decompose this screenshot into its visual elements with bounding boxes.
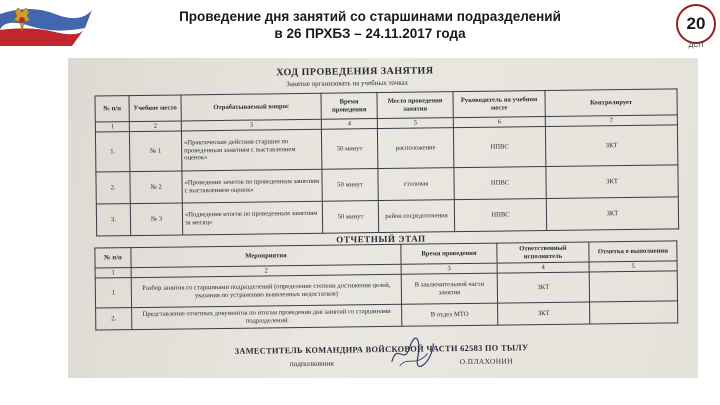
row-time: 50 минут xyxy=(321,129,377,170)
row-question: «Подведение итогов по проведенным занятиям за месяц» xyxy=(182,201,322,235)
slide-title-line1: Проведение дня занятий со старшинами подразделений xyxy=(179,9,561,24)
index-cell: 7 xyxy=(545,115,677,127)
row-control: ЗКТ xyxy=(546,197,678,231)
index-cell: 1 xyxy=(95,122,129,132)
table-row xyxy=(95,125,677,172)
signature-name: О.ПЛАХОНИН xyxy=(459,356,513,367)
header-cell: Время проведения xyxy=(321,93,377,120)
row-question: «Проведение зачетов по проведенным занятиям с выставлением оценок» xyxy=(182,169,322,203)
row-time: В отдел МТО xyxy=(402,303,498,326)
row-place: № 3 xyxy=(130,203,182,236)
index-cell: 5 xyxy=(589,261,677,272)
header-cell: Руководитель на учебном месте xyxy=(453,91,545,118)
header-cell: Контролирует xyxy=(545,89,677,117)
row-executor: ЗКТ xyxy=(497,272,589,303)
header-cell: Место проведения занятия xyxy=(377,92,453,119)
emblem-flag-logo xyxy=(0,0,92,46)
row-mark xyxy=(589,271,677,302)
row-mark xyxy=(590,301,678,324)
row-event: Представление отчетных документов по итогам проведения дня занятий со старшинами подразделений xyxy=(132,304,402,329)
index-cell: 4 xyxy=(497,262,589,273)
header-cell: Отрабатываемый вопрос xyxy=(181,93,321,121)
document-photo xyxy=(68,58,698,378)
row-location: столовая xyxy=(378,168,454,201)
signature-rank: подполковник xyxy=(289,358,335,369)
row-number: 2. xyxy=(96,172,130,204)
index-cell: 3 xyxy=(181,119,321,131)
row-place: № 1 xyxy=(129,131,181,172)
row-number: 2. xyxy=(96,308,132,330)
slide-title xyxy=(120,8,620,42)
header-cell: Учебное место xyxy=(129,95,181,122)
index-cell: 4 xyxy=(321,119,377,130)
index-cell: 5 xyxy=(377,118,453,129)
header-cell: Мероприятия xyxy=(131,244,401,267)
slide-number-badge: 20 xyxy=(676,4,716,44)
document-title: ХОД ПРОВЕДЕНИЯ ЗАНЯТИЯ xyxy=(276,65,434,79)
row-time: В заключительной части занятия xyxy=(401,273,497,304)
index-cell: 2 xyxy=(131,264,401,277)
index-cell: 6 xyxy=(453,117,545,128)
row-time: 50 минут xyxy=(322,169,378,202)
row-event: Разбор занятия со старшинами подразделений (определение степени достижения целей, указания по устранению выявленных недостатков) xyxy=(131,274,401,307)
row-place: № 2 xyxy=(130,171,182,204)
lesson-plan-table xyxy=(94,88,679,236)
slide-title-line2: в 26 ПРХБЗ – 24.11.2017 года xyxy=(274,26,466,41)
row-leader: НПВС xyxy=(454,199,546,232)
slide-security-label: ДСП xyxy=(688,42,704,49)
header-cell: Время проведения xyxy=(401,243,497,264)
header-cell: Отметка о выполнении xyxy=(589,241,677,262)
signature-position: ЗАМЕСТИТЕЛЬ КОМАНДИРА ВОЙСКОВОЙ ЧАСТИ 62583 ПО ТЫЛУ xyxy=(234,343,529,356)
index-cell: 1 xyxy=(95,268,131,278)
row-leader: НПВС xyxy=(454,167,546,200)
row-control: ЗКТ xyxy=(546,165,678,199)
index-cell: 3 xyxy=(401,263,497,274)
row-location: район сосредоточения xyxy=(378,200,454,233)
report-stage-title: ОТЧЕТНЫЙ ЭТАП xyxy=(336,233,426,245)
row-time: 50 минут xyxy=(322,201,378,234)
row-leader: НПВС xyxy=(453,127,545,168)
header-cell: № п/п xyxy=(95,248,131,268)
header-cell: Ответственный исполнитель xyxy=(497,242,589,263)
scanned-document xyxy=(68,58,698,378)
table-row xyxy=(96,197,678,236)
row-location: расположение xyxy=(377,128,453,169)
row-number: 1 xyxy=(95,278,131,308)
document-subtitle: Занятие организовать на учебных точках xyxy=(286,78,409,89)
row-executor: ЗКТ xyxy=(498,302,590,325)
row-control: ЗКТ xyxy=(545,125,677,167)
row-question: «Практические действия старшин по проведенным занятиям с выставлением оценок» xyxy=(181,129,321,171)
row-number: 3. xyxy=(96,204,130,236)
row-number: 1. xyxy=(95,132,129,172)
index-cell: 2 xyxy=(129,121,181,132)
header-cell: № п/п xyxy=(95,96,129,122)
report-table xyxy=(94,240,678,330)
